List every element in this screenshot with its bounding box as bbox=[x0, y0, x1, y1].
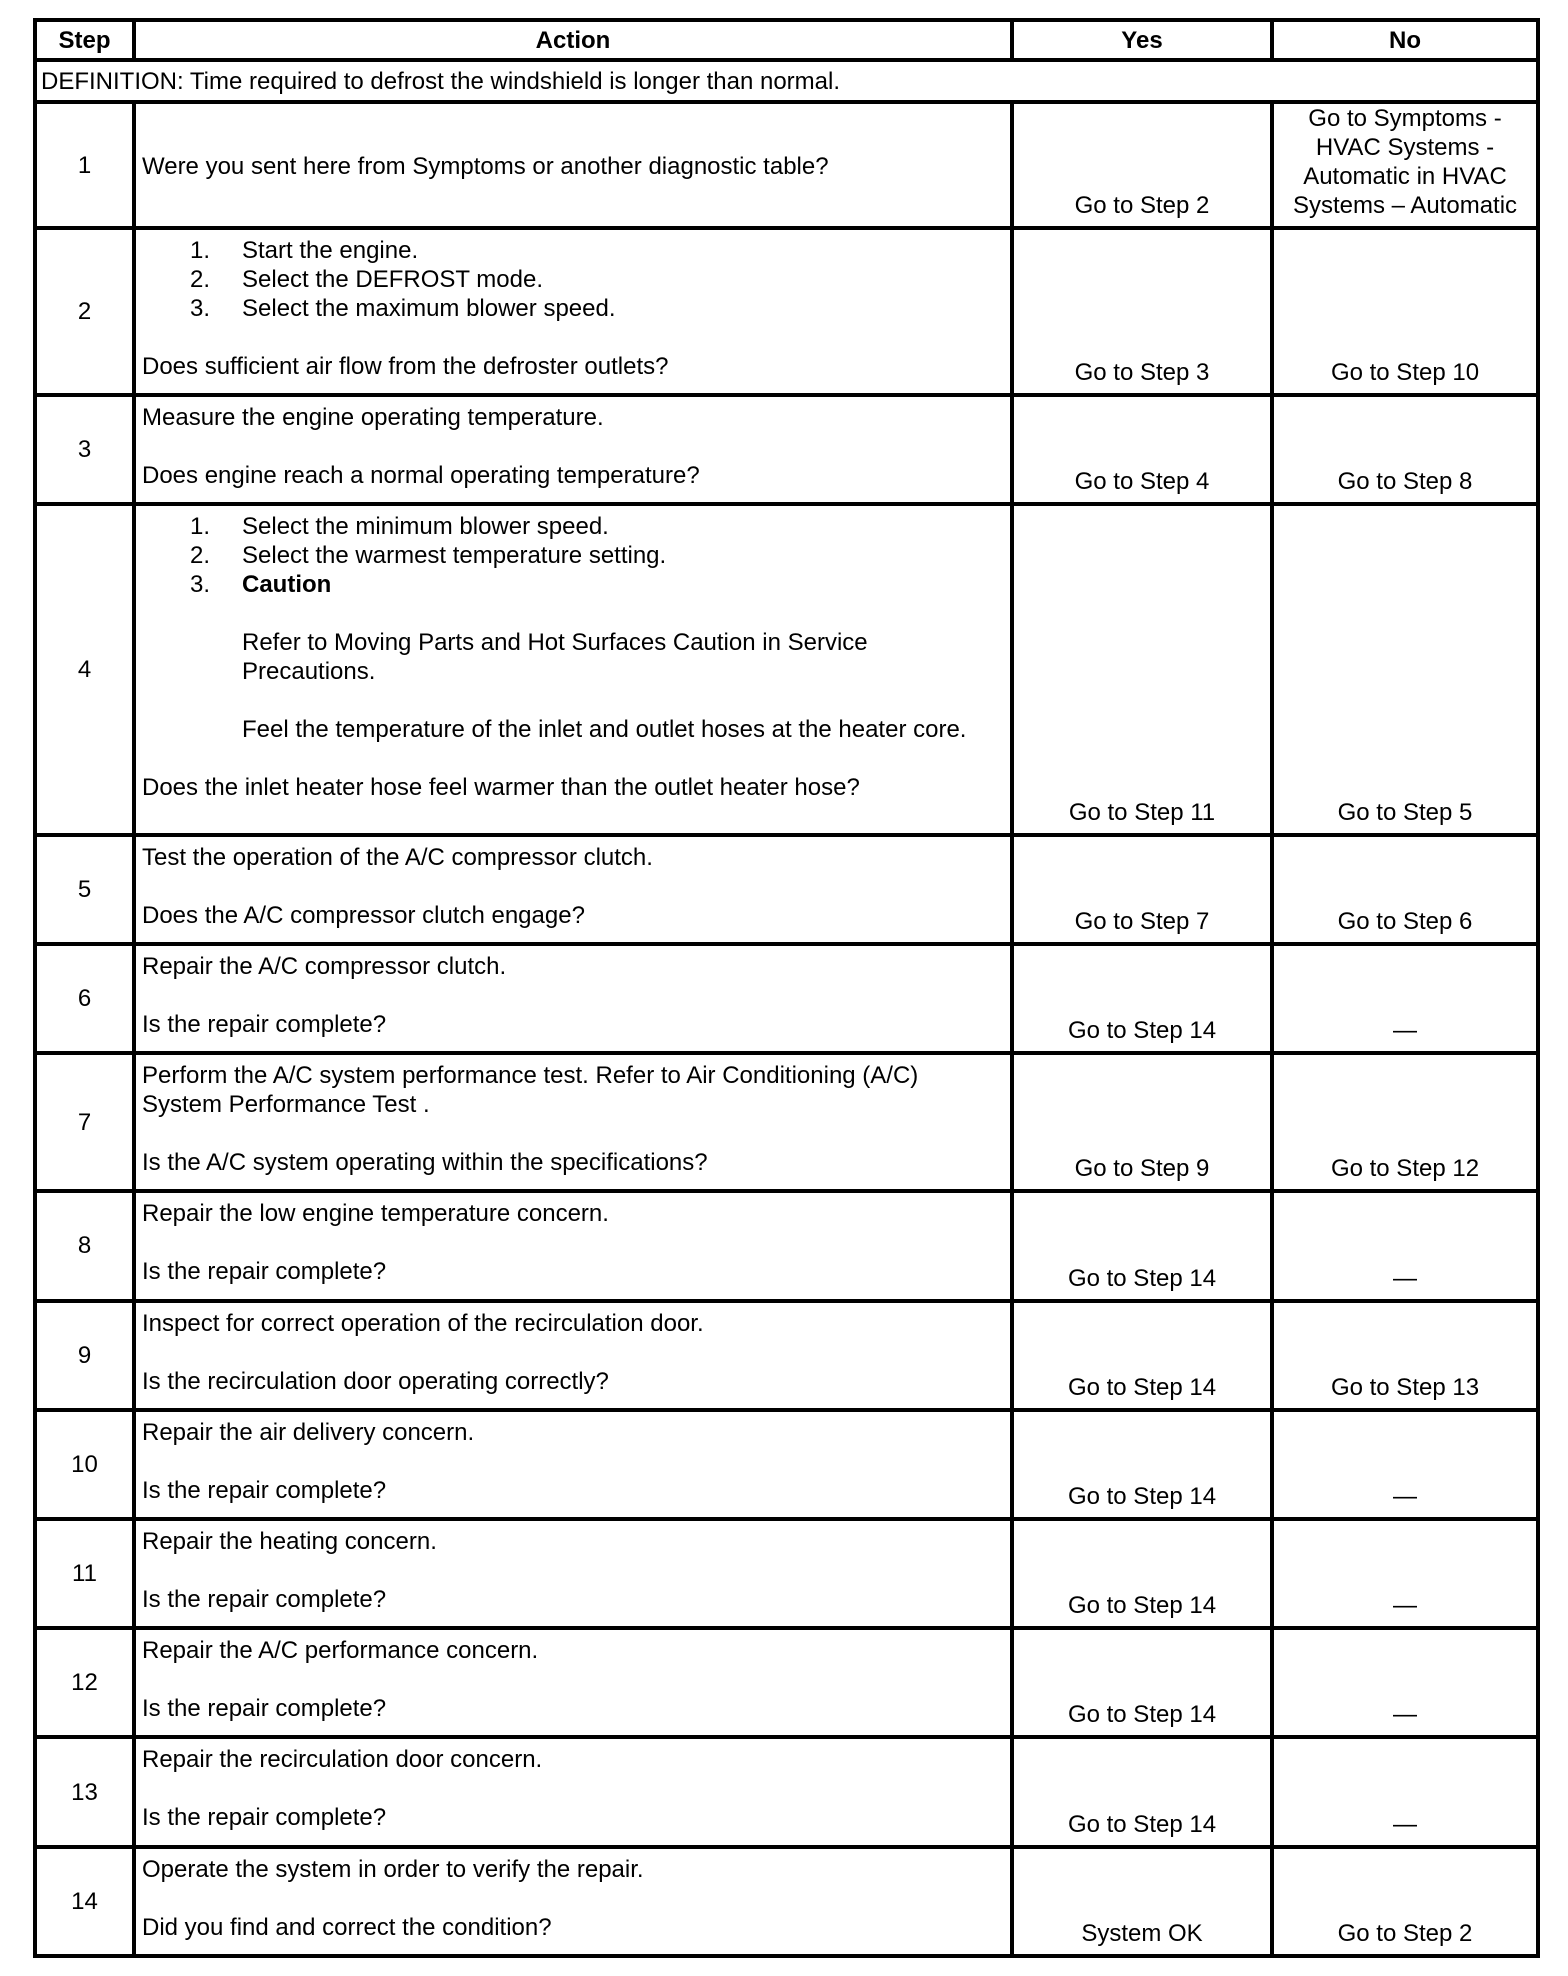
action-question: Is the repair complete? bbox=[142, 1476, 387, 1504]
caution-heading: Caution bbox=[242, 570, 332, 598]
table-row bbox=[35, 1519, 1538, 1628]
action-cell bbox=[134, 1410, 1012, 1519]
action-instruction: Operate the system in order to verify the repair. bbox=[142, 1855, 644, 1883]
step-number: 10 bbox=[35, 1410, 134, 1519]
action-cell bbox=[134, 1191, 1012, 1300]
action-instruction: Repair the low engine temperature concern. bbox=[142, 1200, 609, 1228]
no-cell: — bbox=[1272, 944, 1538, 1053]
table-row bbox=[35, 504, 1538, 835]
action-question: Does the A/C compressor clutch engage? bbox=[142, 901, 585, 929]
no-cell: Go to Step 5 bbox=[1272, 504, 1538, 835]
no-cell: Go to Step 2 bbox=[1272, 1847, 1538, 1956]
action-question: Is the repair complete? bbox=[142, 1804, 387, 1832]
definition-row bbox=[35, 60, 1538, 102]
action-cell bbox=[134, 228, 1012, 394]
no-cell: Go to Step 8 bbox=[1272, 395, 1538, 504]
table-row bbox=[35, 1191, 1538, 1300]
table-row bbox=[35, 1737, 1538, 1846]
action-question: Were you sent here from Symptoms or another diagnostic table? bbox=[142, 152, 829, 180]
table-row bbox=[35, 228, 1538, 394]
action-cell bbox=[134, 1301, 1012, 1410]
action-cell bbox=[134, 835, 1012, 944]
no-cell: — bbox=[1272, 1191, 1538, 1300]
step-number: 5 bbox=[35, 835, 134, 944]
list-item: 3. Select the maximum blower speed. bbox=[190, 295, 616, 323]
step-number: 3 bbox=[35, 395, 134, 504]
action-cell bbox=[134, 102, 1012, 228]
step-number: 7 bbox=[35, 1053, 134, 1191]
action-instruction: Repair the A/C performance concern. bbox=[142, 1637, 539, 1665]
yes-cell: Go to Step 9 bbox=[1012, 1053, 1272, 1191]
action-question: Did you find and correct the condition? bbox=[142, 1913, 552, 1941]
no-cell: — bbox=[1272, 1628, 1538, 1737]
feel-instruction: Feel the temperature of the inlet and outlet hoses at the heater core. bbox=[242, 715, 967, 743]
step-number: 2 bbox=[35, 228, 134, 394]
list-item: 1. Start the engine. bbox=[190, 237, 419, 265]
action-cell bbox=[134, 504, 1012, 835]
yes-cell: Go to Step 14 bbox=[1012, 1301, 1272, 1410]
action-question: Does sufficient air flow from the defroster outlets? bbox=[142, 353, 669, 381]
list-item: 2. Select the warmest temperature setting. bbox=[190, 541, 667, 569]
table-row bbox=[35, 835, 1538, 944]
yes-cell: Go to Step 14 bbox=[1012, 1410, 1272, 1519]
table-row bbox=[35, 102, 1538, 228]
action-cell bbox=[134, 944, 1012, 1053]
yes-cell: Go to Step 3 bbox=[1012, 228, 1272, 394]
table-row bbox=[35, 1301, 1538, 1410]
step-number: 13 bbox=[35, 1737, 134, 1846]
yes-cell: Go to Step 7 bbox=[1012, 835, 1272, 944]
no-cell: Go to Step 6 bbox=[1272, 835, 1538, 944]
no-cell: — bbox=[1272, 1737, 1538, 1846]
step-number: 1 bbox=[35, 102, 134, 228]
yes-cell: System OK bbox=[1012, 1847, 1272, 1956]
action-instruction: Repair the heating concern. bbox=[142, 1528, 437, 1555]
action-instruction: Repair the air delivery concern. bbox=[142, 1418, 475, 1446]
action-question: Does the inlet heater hose feel warmer than the outlet heater hose? bbox=[142, 773, 860, 801]
step-number: 8 bbox=[35, 1191, 134, 1300]
yes-cell: Go to Step 4 bbox=[1012, 395, 1272, 504]
action-instruction: Perform the A/C system performance test. Refer to Air Conditioning (A/C) System Performance Test . bbox=[142, 1062, 919, 1119]
header-no: No bbox=[1272, 20, 1538, 60]
no-cell: — bbox=[1272, 1410, 1538, 1519]
step-number: 12 bbox=[35, 1628, 134, 1737]
action-question: Is the A/C system operating within the specifications? bbox=[142, 1149, 708, 1177]
no-cell: Go to Step 13 bbox=[1272, 1301, 1538, 1410]
action-cell bbox=[134, 1628, 1012, 1737]
action-cell bbox=[134, 1519, 1012, 1628]
caution-text: Refer to Moving Parts and Hot Surfaces Caution in Service Precautions. bbox=[242, 628, 868, 685]
list-item: 1. Select the minimum blower speed. bbox=[190, 512, 609, 540]
no-cell: Go to Step 10 bbox=[1272, 228, 1538, 394]
table-row bbox=[35, 395, 1538, 504]
header-row bbox=[35, 20, 1538, 60]
table-row bbox=[35, 1410, 1538, 1519]
action-question: Is the repair complete? bbox=[142, 1695, 387, 1723]
action-cell bbox=[134, 1053, 1012, 1191]
list-item: 3. Caution bbox=[190, 570, 332, 598]
no-cell: Go to Step 12 bbox=[1272, 1053, 1538, 1191]
yes-cell: Go to Step 14 bbox=[1012, 1628, 1272, 1737]
no-cell: Go to Symptoms - HVAC Systems - Automatic in HVAC Systems – Automatic bbox=[1272, 102, 1538, 228]
action-question: Is the repair complete? bbox=[142, 1258, 387, 1286]
no-cell: — bbox=[1272, 1519, 1538, 1628]
yes-cell: Go to Step 14 bbox=[1012, 1519, 1272, 1628]
step-number: 9 bbox=[35, 1301, 134, 1410]
action-instruction: Measure the engine operating temperature. bbox=[142, 403, 604, 431]
step-number: 4 bbox=[35, 504, 134, 835]
action-cell bbox=[134, 395, 1012, 504]
action-question: Does engine reach a normal operating temperature? bbox=[142, 461, 700, 489]
action-question: Is the repair complete? bbox=[142, 1586, 387, 1613]
action-question: Is the repair complete? bbox=[142, 1010, 387, 1038]
action-question: Is the recirculation door operating correctly? bbox=[142, 1367, 609, 1395]
header-step: Step bbox=[35, 20, 134, 60]
action-instruction: Inspect for correct operation of the recirculation door. bbox=[142, 1309, 704, 1337]
step-number: 6 bbox=[35, 944, 134, 1053]
action-cell bbox=[134, 1737, 1012, 1846]
step-number: 14 bbox=[35, 1847, 134, 1956]
action-instruction: Repair the recirculation door concern. bbox=[142, 1746, 543, 1774]
action-steps-list bbox=[142, 236, 1004, 323]
step-number: 11 bbox=[35, 1519, 134, 1628]
yes-cell: Go to Step 14 bbox=[1012, 1737, 1272, 1846]
yes-cell: Go to Step 11 bbox=[1012, 504, 1272, 835]
yes-cell: Go to Step 14 bbox=[1012, 944, 1272, 1053]
yes-cell: Go to Step 14 bbox=[1012, 1191, 1272, 1300]
list-item: 2. Select the DEFROST mode. bbox=[190, 266, 544, 294]
action-steps-list bbox=[142, 512, 1004, 599]
table-row bbox=[35, 1628, 1538, 1737]
action-cell bbox=[134, 1847, 1012, 1956]
table-row bbox=[35, 1847, 1538, 1956]
table-row bbox=[35, 1053, 1538, 1191]
diagnostic-table bbox=[33, 18, 1540, 1958]
header-action: Action bbox=[134, 20, 1012, 60]
table-row bbox=[35, 944, 1538, 1053]
header-yes: Yes bbox=[1012, 20, 1272, 60]
yes-cell: Go to Step 2 bbox=[1012, 102, 1272, 228]
definition-text: DEFINITION: Time required to defrost the windshield is longer than normal. bbox=[35, 60, 1538, 102]
action-instruction: Repair the A/C compressor clutch. bbox=[142, 952, 507, 980]
action-instruction: Test the operation of the A/C compressor clutch. bbox=[142, 843, 653, 871]
